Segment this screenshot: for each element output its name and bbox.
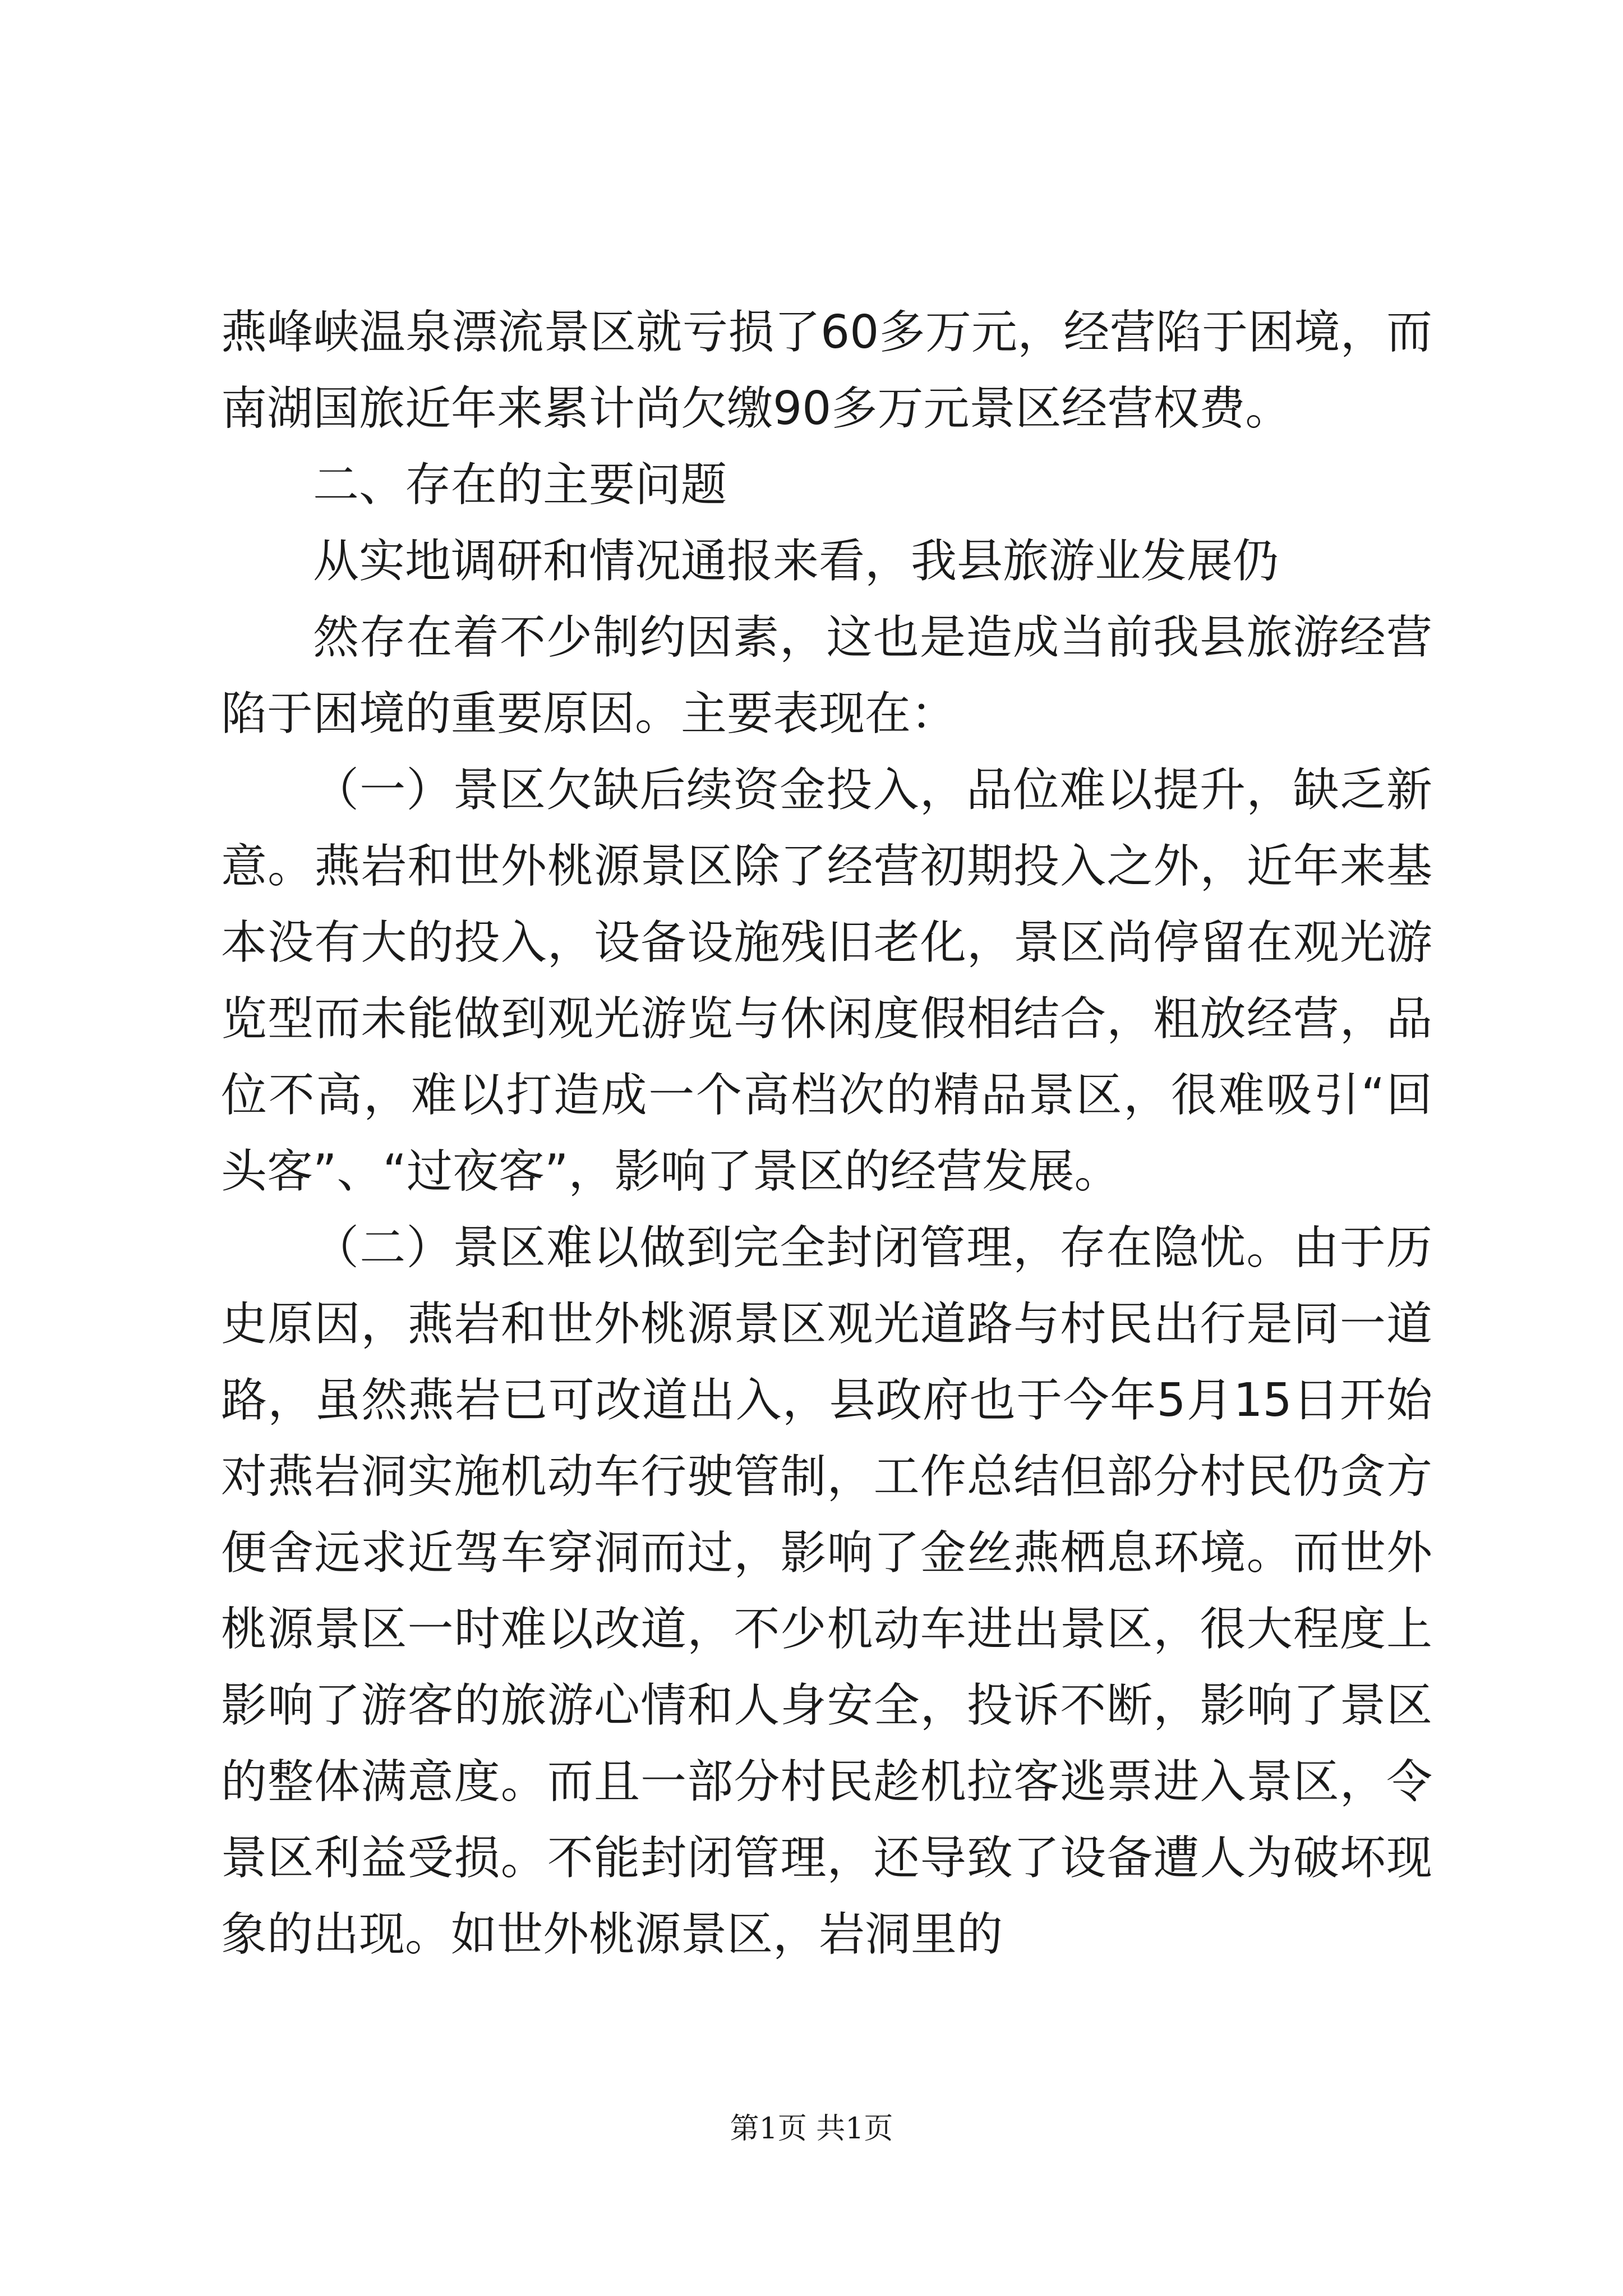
paragraph-continuation: 燕峰峡温泉漂流景区就亏损了60多万元，经营陷于困境，而南湖国旅近年来累计尚欠缴90多万元景区经营权费。 (221, 306, 1432, 435)
page-footer: 第1页 共1页 (730, 2112, 893, 2146)
paragraph-item-2: （二）景区难以做到完全封闭管理，存在隐忧。由于历史原因，燕岩和世外桃源景区观光道路与村民出行是同一道路，虽然燕岩已可改道出入，县政府也于今年5月15日开始对燕岩洞实施机动车行驶管制，工作总结但部分村民仍贪方便舍远求近驾车穿洞而过，影响了金丝燕栖息环境。而世外桃源景区一时难以改道，不少机动车进出景区，很大程度上影响了游客的旅游心情和人身安全，投诉不断，影响了景区的整体满意度。而且一部分村民趁机拉客逃票进入景区，令景区利益受损。不能封闭管理，还导致了设备遭人为破坏现象的出现。如世外桃源景区，岩洞里的 (221, 1221, 1432, 1961)
paragraph-intro-part1: 从实地调研和情况通报来看，我县旅游业发展仍 (313, 535, 1279, 588)
section-heading: 二、存在的主要问题 (313, 458, 727, 512)
document-body (221, 295, 1432, 1973)
paragraph-item-1: （一）景区欠缺后续资金投入，品位难以提升，缺乏新意。燕岩和世外桃源景区除了经营初期投入之外，近年来基本没有大的投入，设备设施残旧老化，景区尚停留在观光游览型而未能做到观光游览与休闲度假相结合，粗放经营，品位不高，难以打造成一个高档次的精品景区，很难吸引“回头客”、“过夜客”，影响了景区的经营发展。 (221, 763, 1432, 1198)
paragraph-intro-part2: 然存在着不少制约因素，这也是造成当前我县旅游经营陷于困境的重要原因。主要表现在： (221, 611, 1432, 740)
